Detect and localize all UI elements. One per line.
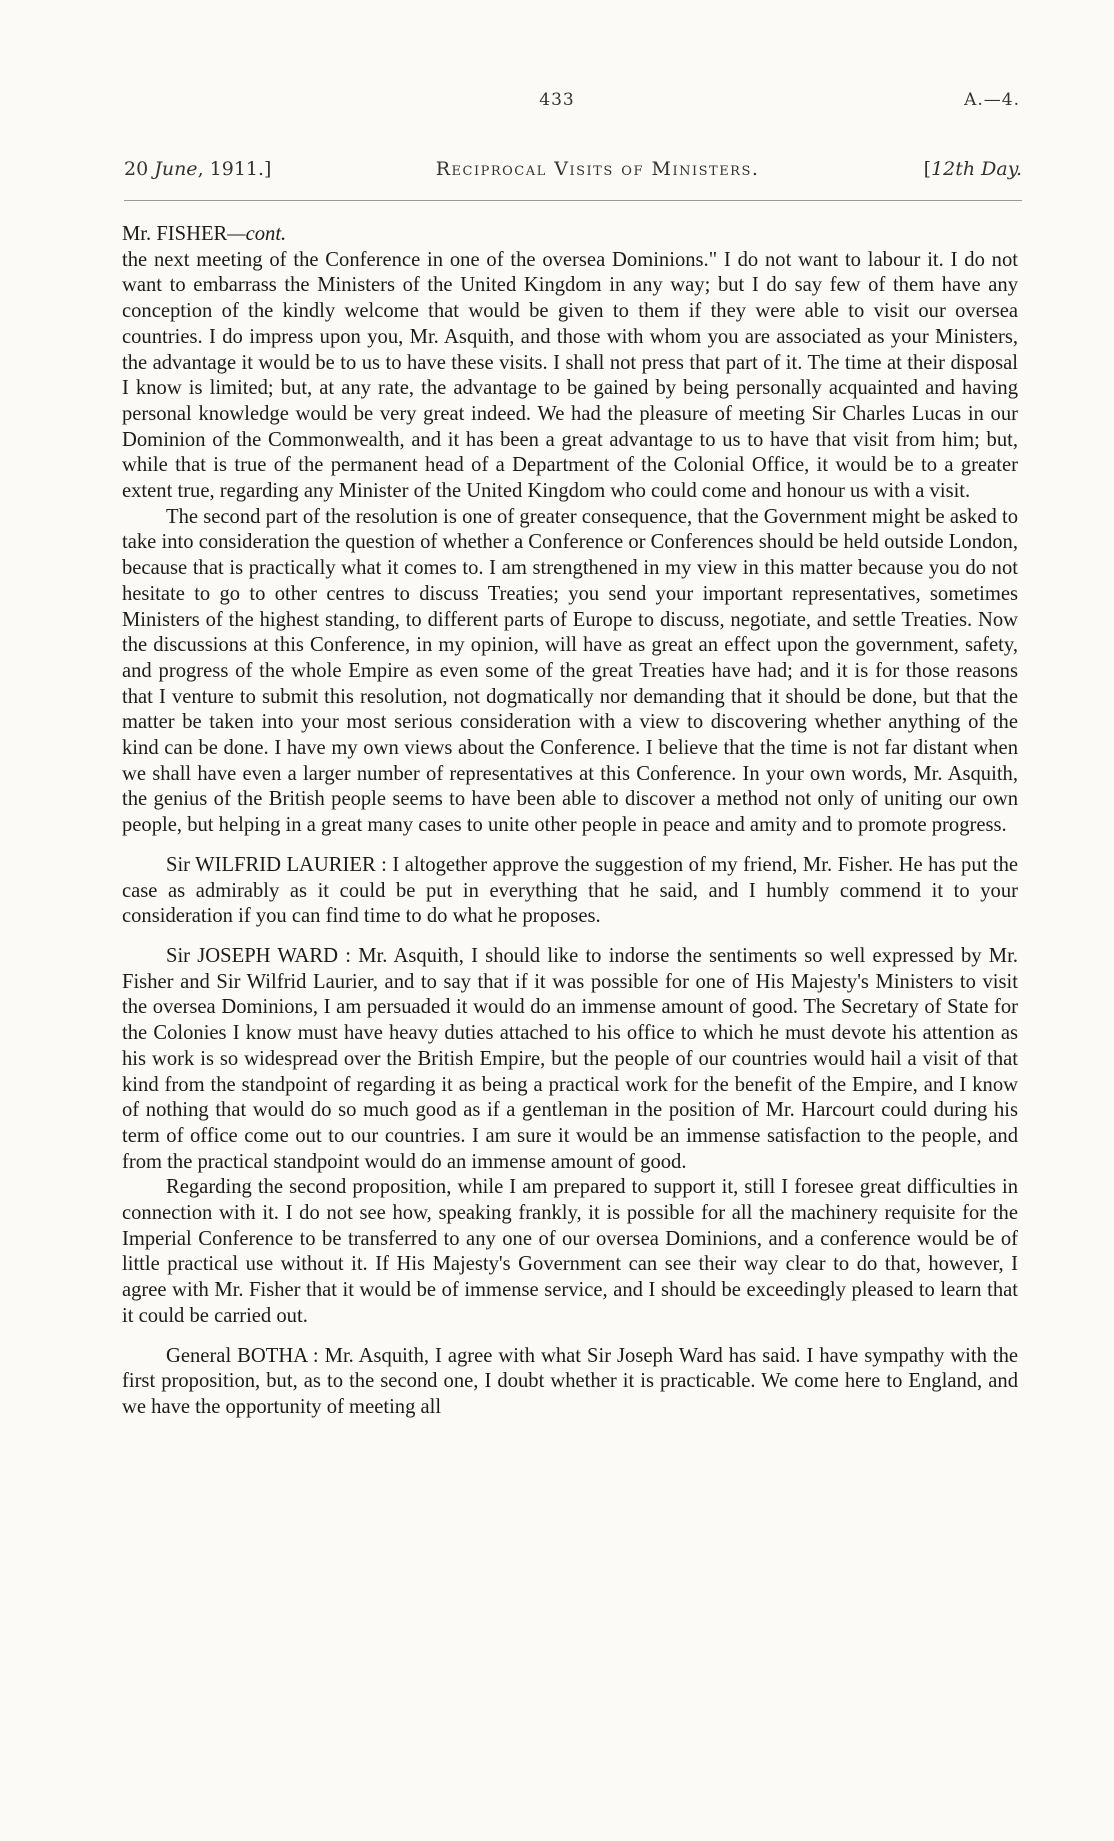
speaker-name-botha: General BOTHA : <box>166 1344 319 1367</box>
header-day-label: 12th Day. <box>931 158 1022 180</box>
header-date-prefix: 20 <box>124 158 155 180</box>
header-date <box>124 158 271 180</box>
paragraph-botha <box>122 1344 1018 1421</box>
speech-botha: Mr. Asquith, I agree with what Sir Joseph Ward has said. I have sympathy with the first proposition, but, as to the second one, I doubt whether it is practicable. We come here to England, and we have the opportunity of meeting all <box>122 1344 1019 1418</box>
speech-laurier: I altogether approve the suggestion of my friend, Mr. Fisher. He has put the case as admirably as it could be put in everything that he said, and I humbly commend it to your consideration if you can find time to do what he proposes. <box>122 853 1019 928</box>
speaker-name-fisher: Mr. FISHER <box>122 223 228 245</box>
header-day-prefix: [ <box>923 158 932 180</box>
running-head <box>124 158 1022 180</box>
speaker-name-laurier: Sir WILFRID LAURIER : <box>166 853 387 876</box>
speaker-name-ward: Sir JOSEPH WARD : <box>166 944 351 967</box>
header-title: Reciprocal Visits of Ministers. <box>435 158 760 180</box>
page-number: 433 <box>539 90 575 110</box>
document-body <box>122 222 1018 1421</box>
paragraph-fisher-2: The second part of the resolution is one of greater consequence, that the Government might be asked to take into consideration the question of whether a Conference or Conferences should be held outside London, because that is practically what it comes to. I am strengthened in my view in this matter because you do not hesitate to go to other centres to discuss Treaties; you send your important representatives, sometimes Ministers of the highest standing, to different parts of Europe to discuss, negotiate, and settle Treaties. Now the discussions at this Conference, in my opinion, will have as great an effect upon the government, safety, and progress of the whole Empire as even some of the great Treaties have had; and it is for those reasons that I venture to submit this resolution, not dogmatically nor demanding that it should be done, but that the matter be taken into your most serious consideration with a view to discovering whether anything of the kind can be done. I have my own views about the Conference. I believe that the time is not far distant when we shall have even a larger number of representatives at this Conference. In your own words, Mr. Asquith, the genius of the British people seems to have been able to discover a method not only of uniting our own people, but helping in a great many cases to unite other people in peace and amity and to promote progress. <box>122 505 1018 837</box>
paragraph-ward-1 <box>122 944 1018 1175</box>
speech-ward: Mr. Asquith, I should like to indorse the sentiments so well expressed by Mr. Fisher and Sir Wilfrid Laurier, and to say that if it was possible for one of His Majesty's Ministers to visit the oversea Dominions, I am persuaded it would do an immense amount of good. The Secretary of State for the Colonies I know must have heavy duties attached to his office to which he must devote his attention as his work is so widespread over the British Empire, but the people of our countries would hail a visit of that kind from the standpoint of regarding it as being a practical work for the benefit of the Empire, and I know of nothing that would do so much good as if a gentleman in the position of Mr. Harcourt could during his term of office come out to our countries. I am sure it would be an immense satisfaction to the people, and from the practical standpoint would do an immense amount of good. <box>122 944 1018 1173</box>
header-date-month: June <box>154 158 198 180</box>
paragraph-fisher-1: the next meeting of the Conference in one of the oversea Dominions." I do not want to labour it. I do not want to embarrass the Ministers of the United Kingdom in any way; but I do say few of them have any conception of the kindly welcome that would be given to them if they were able to visit our oversea countries. I do impress upon you, Mr. Asquith, and those with whom you are associated as your Ministers, the advantage it would be to us to have these visits. I shall not press that part of it. The time at their disposal I know is limited; but, at any rate, the advantage to be gained by being personally acquainted and having personal knowledge would be very great indeed. We had the pleasure of meeting Sir Charles Lucas in our Dominion of the Commonwealth, and it has been a great advantage to us to have that visit from him; but, while that is true of the permanent head of a Department of the Colonial Office, it would be to a greater extent true, regarding any Minister of the United Kingdom who could come and honour us with a visit. <box>122 248 1018 503</box>
header-day <box>924 158 1022 180</box>
speaker-heading-fisher <box>122 222 1018 248</box>
paragraph-laurier <box>122 853 1018 930</box>
document-reference: A.—4. <box>964 90 1020 110</box>
header-date-suffix: , 1911.] <box>197 158 272 180</box>
header-rule <box>124 200 1022 201</box>
paragraph-ward-2: Regarding the second proposition, while I am prepared to support it, still I foresee great difficulties in connection with it. I do not see how, speaking frankly, it is possible for all the machinery requisite for the Imperial Conference to be transferred to any one of our oversea Dominions, and a conference would be of little practical use without it. If His Majesty's Government can see their way clear to do that, however, I agree with Mr. Fisher that it would be of immense service, and I should be exceedingly pleased to learn that it could be carried out. <box>122 1176 1018 1327</box>
speaker-continued: —cont. <box>227 223 287 245</box>
